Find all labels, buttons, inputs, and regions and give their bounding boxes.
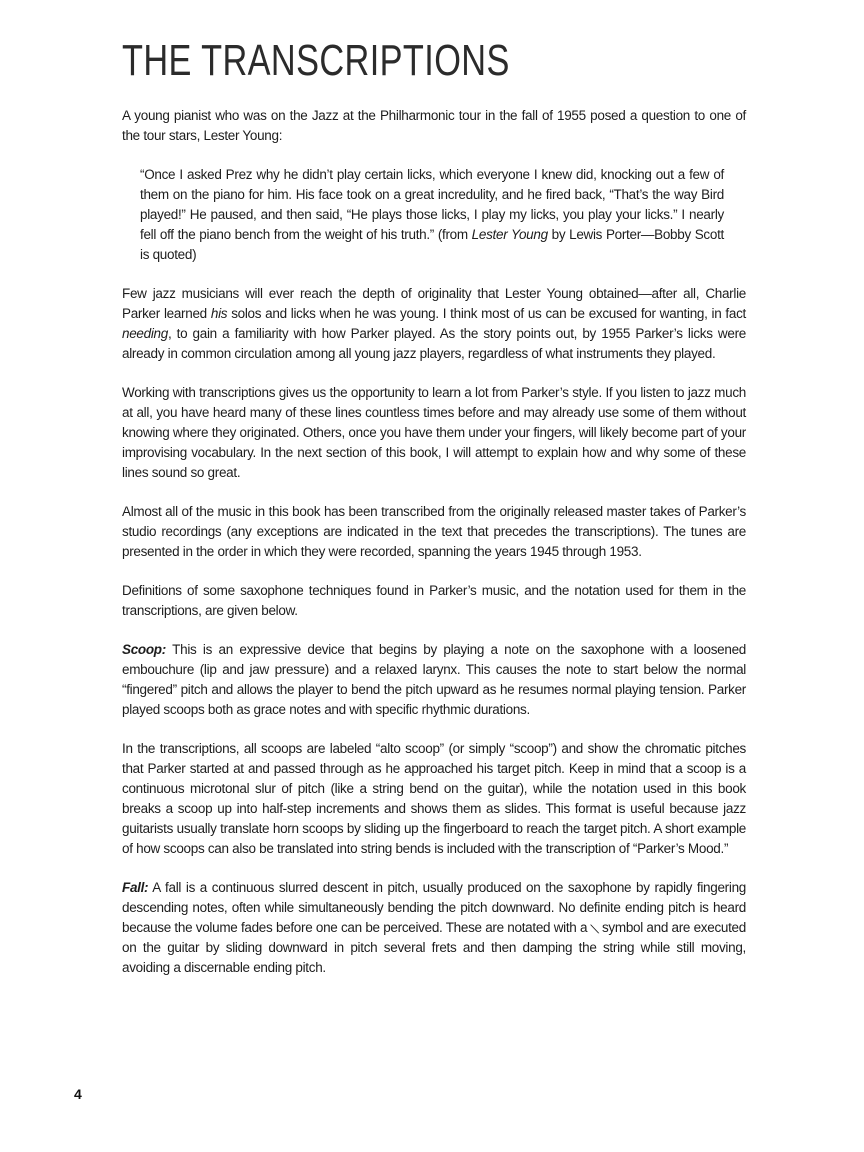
scoop-term-label: Scoop:: [122, 642, 166, 658]
page-number: 4: [74, 1086, 82, 1102]
page-content: [122, 38, 746, 978]
text-segment: Working with transcriptions gives us the opportunity to learn a lot from Parker’s style. If you listen to jazz much at all, you have heard many of these lines countless times before and may already use some of them without knowing where they originated. Others, once you have them under your fingers, will likely become part of your improvising vocabulary. In the next section of this book, I will attempt to explain how and why some of these lines sound so great.: [122, 385, 746, 481]
fall-notation-symbol: ╲: [590, 925, 599, 934]
book-title-italic: Lester Young: [471, 227, 548, 243]
text-segment: Almost all of the music in this book has been transcribed from the originally released master takes of Parker’s studio recordings (any exceptions are indicated in the text that precedes the transcriptions). The tunes are presented in the order in which they were recorded, spanning the years 1945 through 1953.: [122, 504, 746, 560]
text-segment: This is an expressive device that begins by playing a note on the saxophone with a loosened embouchure (lip and jaw pressure) and a relaxed larynx. This causes the note to start below the normal “fingered” pitch and allows the player to bend the pitch upward as he resumes normal playing tension. Parker played scoops both as grace notes and with specific rhythmic durations.: [122, 642, 746, 718]
page-title: THE TRANSCRIPTIONS: [122, 36, 510, 85]
text-segment: In the transcriptions, all scoops are labeled “alto scoop” (or simply “scoop”) and show the chromatic pitches that Parker started at and passed through as he approached his target pitch. Keep in mind that a scoop is a continuous microtonal slur of pitch (like a string bend on the guitar), while the notation used in this book breaks a scoop up into half-step increments and shows them as slides. This format is useful because jazz guitarists usually translate horn scoops by sliding up the fingerboard to reach the target pitch. A short example of how scoops can also be translated into string bends is included with the transcription of “Parker’s Mood.”: [122, 741, 746, 857]
block-quote: [140, 165, 724, 265]
text-segment: symbol and are executed on the guitar by sliding downward in pitch several frets and then damping the string while still moving, avoiding a discernable ending pitch.: [122, 920, 746, 976]
italic-needing: needing: [122, 326, 168, 342]
paragraph-working-with-transcriptions: [122, 383, 746, 483]
text-segment: , to gain a familiarity with how Parker played. As the story points out, by 1955 Parker’s licks were already in common circulation among all young jazz players, regardless of what instruments they played.: [122, 326, 746, 362]
text-segment: by Lewis Porter—Bobby Scott is quoted): [140, 227, 724, 263]
paragraph-definitions: [122, 581, 746, 621]
intro-paragraph: [122, 106, 746, 146]
text-segment: A fall is a continuous slurred descent in pitch, usually produced on the saxophone by rapidly fingering descending notes, often while simultaneously bending the pitch downward. No definite ending pitch is heard because the volume fades before one can be perceived. These are notated with a: [122, 880, 746, 936]
paragraph-scoop-notation: [122, 739, 746, 859]
text-segment: Definitions of some saxophone techniques found in Parker’s music, and the notation used for them in the transcriptions, are given below.: [122, 583, 746, 619]
fall-term-label: Fall:: [122, 880, 149, 896]
paragraph-almost-all-music: [122, 502, 746, 562]
text-segment: A young pianist who was on the Jazz at the Philharmonic tour in the fall of 1955 posed a question to one of the tour stars, Lester Young:: [122, 108, 746, 144]
paragraph-fall-definition: [122, 878, 746, 978]
paragraph-scoop-definition: [122, 640, 746, 720]
text-segment: “Once I asked Prez why he didn’t play certain licks, which everyone I knew did, knocking out a few of them on the piano for him. His face took on a great incredulity, and he fired back, “That’s the way Bird played!” He paused, and then said, “He plays those licks, I play my licks, you play your licks.” I nearly fell off the piano bench from the weight of his truth.” (from: [140, 167, 724, 243]
paragraph-few-jazz-musicians: [122, 284, 746, 364]
text-segment: solos and licks when he was young. I think most of us can be excused for wanting, in fact: [227, 306, 746, 322]
italic-his: his: [210, 306, 228, 322]
text-segment: Few jazz musicians will ever reach the depth of originality that Lester Young obtained—after all, Charlie Parker learned: [122, 286, 746, 322]
